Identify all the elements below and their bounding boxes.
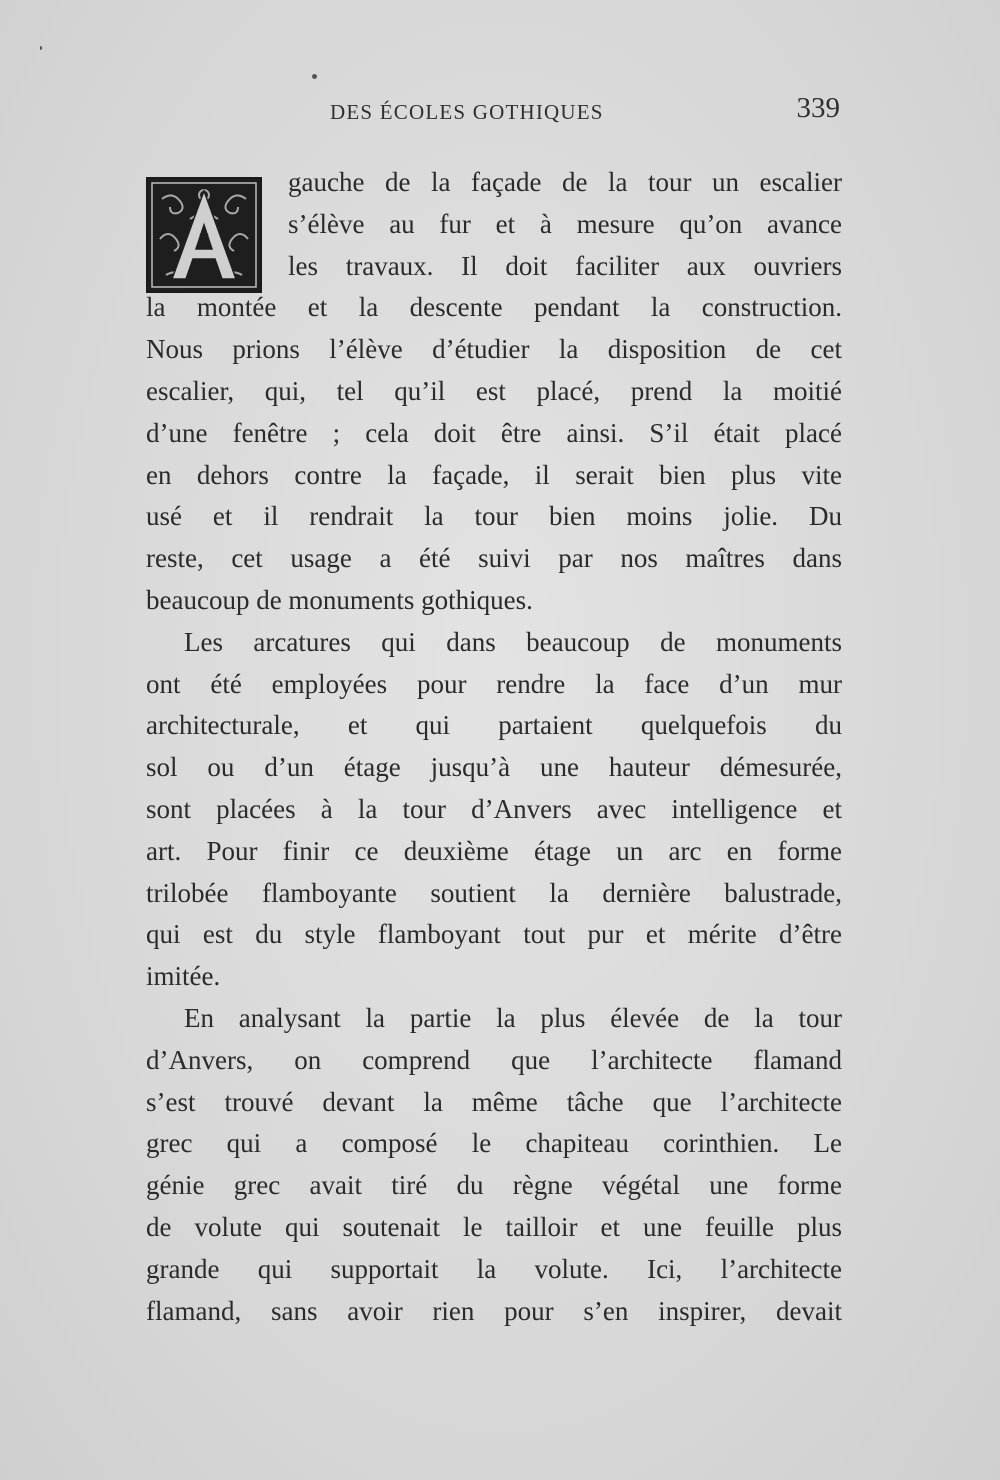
text-line: de volute qui soutenait le tailloir et une feuille plus — [146, 1211, 842, 1242]
text-line: sol ou d’un étage jusqu’à une hauteur démesurée, — [146, 752, 842, 783]
running-title: DES ÉCOLES GOTHIQUES — [330, 100, 604, 124]
ink-speck — [40, 46, 42, 50]
text-line: s’est trouvé devant la même tâche que l’architecte — [146, 1086, 842, 1117]
text-line: Les arcatures qui dans beaucoup de monuments — [184, 626, 842, 657]
text-line: reste, cet usage a été suivi par nos maîtres dans — [146, 543, 842, 574]
text-line: s’élève au fur et à mesure qu’on avance — [288, 208, 842, 239]
text-line: grec qui a composé le chapiteau corinthien. Le — [146, 1128, 842, 1159]
text-line: trilobée flamboyante soutient la dernière balustrade, — [146, 877, 842, 908]
text-line: ont été employées pour rendre la face d’un mur — [146, 668, 842, 699]
text-line: sont placées à la tour d’Anvers avec intelligence et — [146, 793, 842, 824]
text-line: usé et il rendrait la tour bien moins jolie. Du — [146, 501, 842, 532]
text-line: d’Anvers, on comprend que l’architecte flamand — [146, 1044, 842, 1075]
paragraph — [146, 622, 842, 998]
text-line: flamand, sans avoir rien pour s’en inspirer, devait — [146, 1295, 842, 1326]
text-line: architecturale, et qui partaient quelquefois du — [146, 710, 842, 741]
text-line: imitée. — [146, 961, 221, 992]
text-line: d’une fenêtre ; cela doit être ainsi. S’il était placé — [146, 417, 842, 448]
text-line: art. Pour finir ce deuxième étage un arc en forme — [146, 835, 842, 866]
text-line: grande qui supportait la volute. Ici, l’architecte — [146, 1253, 842, 1284]
text-line: la montée et la descente pendant la construction. — [146, 292, 842, 323]
page-number: 339 — [796, 92, 840, 124]
body-text — [146, 162, 842, 1332]
text-line: en dehors contre la façade, il serait bien plus vite — [146, 459, 842, 490]
text-line: qui est du style flamboyant tout pur et mérite d’être — [146, 919, 842, 950]
page-header — [150, 92, 840, 136]
text-line: gauche de la façade de la tour un escalier — [288, 167, 842, 197]
paragraph — [146, 998, 842, 1332]
text-line: escalier, qui, tel qu’il est placé, prend la moitié — [146, 375, 842, 406]
paragraph — [146, 162, 842, 622]
text-line: génie grec avait tiré du règne végétal une forme — [146, 1170, 842, 1201]
text-line: les travaux. Il doit faciliter aux ouvriers — [288, 250, 842, 281]
text-line: En analysant la partie la plus élevée de la tour — [184, 1002, 842, 1033]
ink-speck — [312, 74, 317, 79]
text-line: beaucoup de monuments gothiques. — [146, 584, 533, 615]
text-line: Nous prions l’élève d’étudier la disposition de cet — [146, 334, 842, 365]
